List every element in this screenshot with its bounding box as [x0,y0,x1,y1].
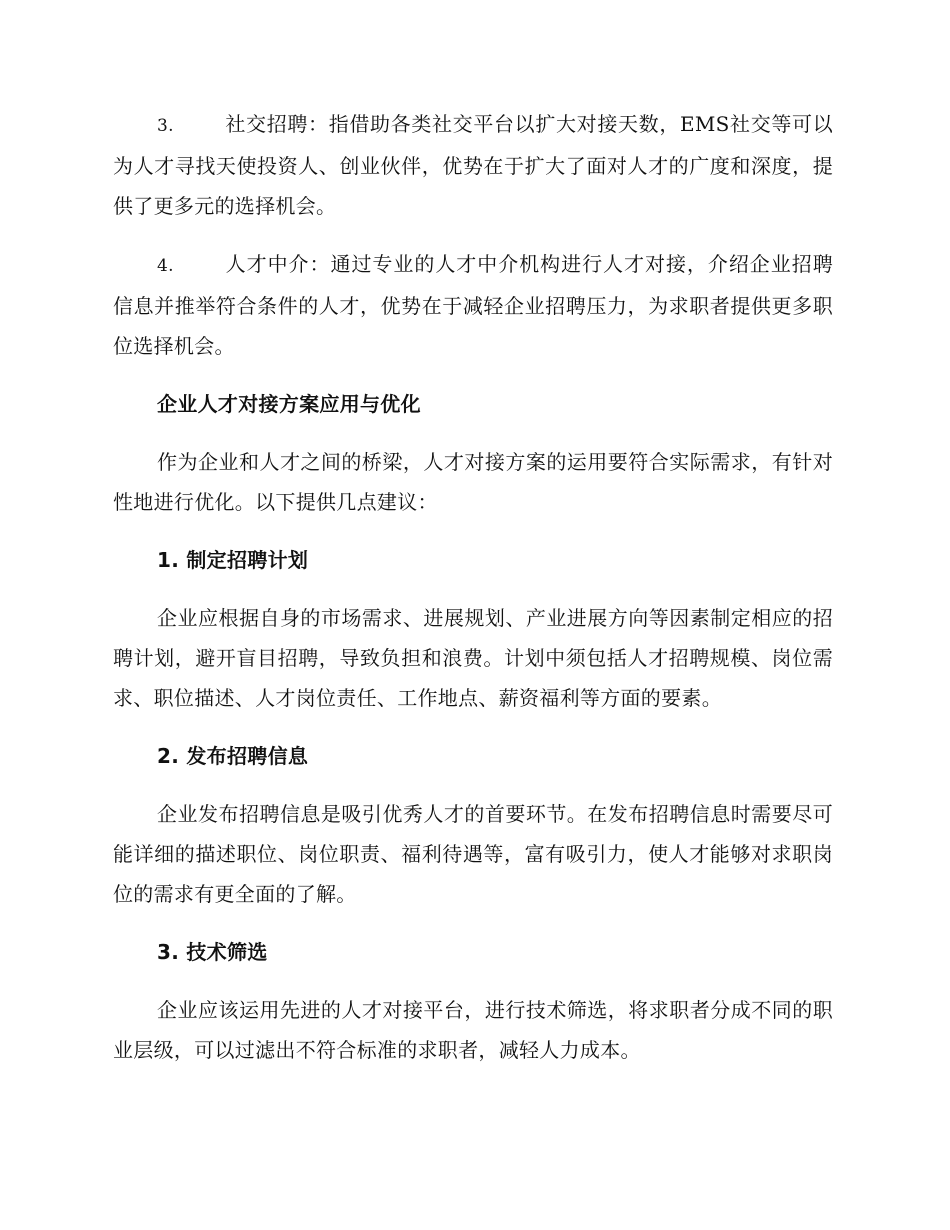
list-item-social-recruiting [113,104,833,226]
subsection-body-publish: 企业发布招聘信息是吸引优秀人才的首要环节。在发布招聘信息时需要尽可能详细的描述职位、岗位职责、福利待遇等，富有吸引力，使人才能够对求职岗位的需求有更全面的了解。 [113,802,833,906]
subsection-heading-publish: 2. 发布招聘信息 [157,744,309,768]
subsection-body-plan: 企业应根据自身的市场需求、进展规划、产业进展方向等因素制定相应的招聘计划，避开盲目招聘，导致负担和浪费。计划中须包括人才招聘规模、岗位需求、职位描述、人才岗位责任、工作地点、薪资福利等方面的要素。 [113,606,833,710]
section-title: 企业人才对接方案应用与优化 [157,392,421,416]
intro-paragraph: 作为企业和人才之间的桥梁，人才对接方案的运用要符合实际需求，有针对性地进行优化。以下提供几点建议： [113,450,833,514]
subsection-heading-plan: 1. 制定招聘计划 [157,548,309,572]
subsection-body-screening: 企业应该运用先进的人才对接平台，进行技术筛选，将求职者分成不同的职业层级，可以过滤出不符合标准的求职者，减轻人力成本。 [113,998,833,1062]
document-page [113,104,833,1088]
list-item-text: 社交招聘：指借助各类社交平台以扩大对接天数，EMS社交等可以为人才寻找天使投资人、创业伙伴，优势在于扩大了面对人才的广度和深度，提供了更多元的选择机会。 [113,112,833,218]
list-item-text: 人才中介：通过专业的人才中介机构进行人才对接，介绍企业招聘信息并推举符合条件的人才，优势在于减轻企业招聘压力，为求职者提供更多职位选择机会。 [113,252,833,358]
subsection-heading-screening: 3. 技术筛选 [157,940,268,964]
list-item-talent-agency [113,244,833,366]
list-item-number: 4. [157,256,174,276]
list-item-number: 3. [157,116,174,136]
